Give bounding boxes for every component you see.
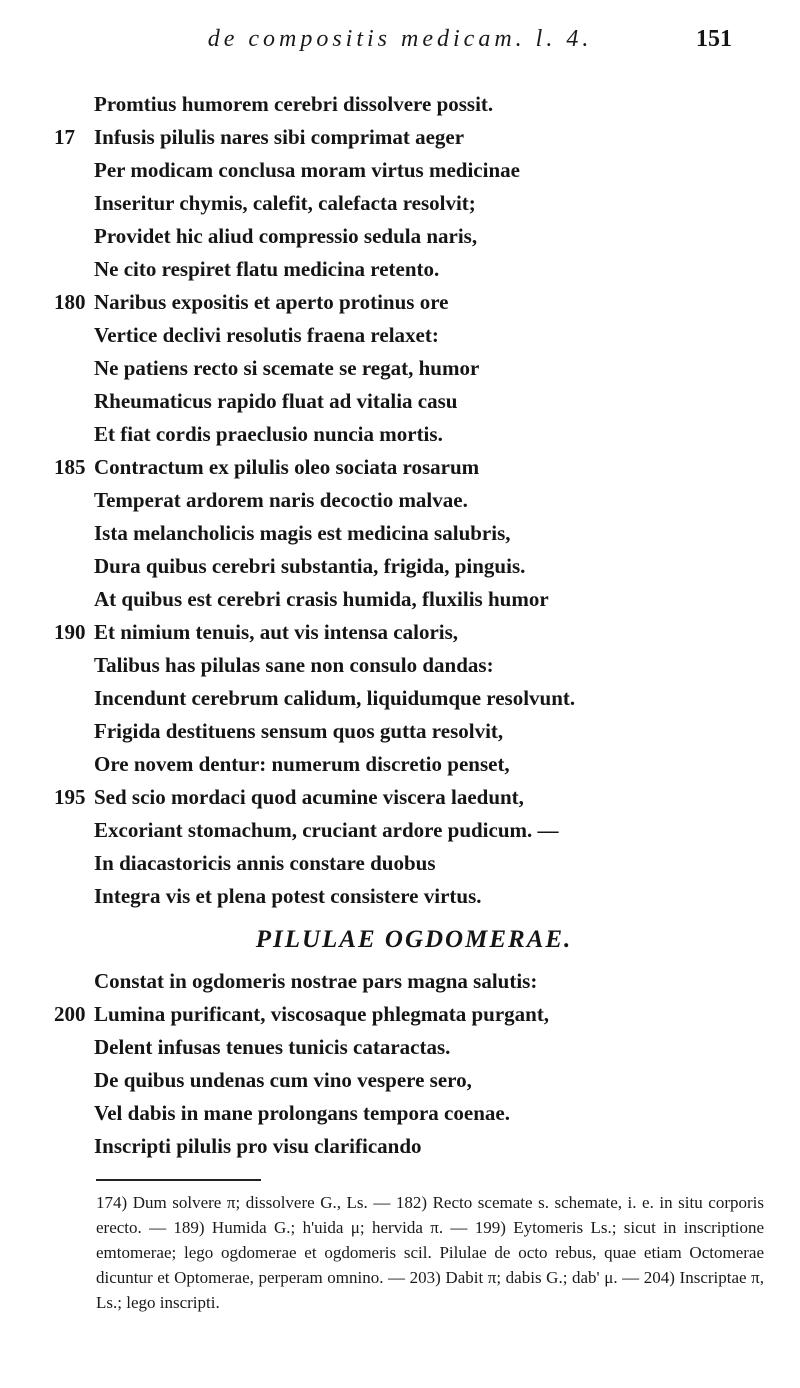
verse-line	[54, 220, 774, 253]
verse-line-text: De quibus undenas cum vino vespere sero,	[94, 1068, 472, 1092]
verse-group-2	[54, 965, 774, 1163]
verse-line	[54, 998, 774, 1031]
verse-line	[54, 187, 774, 220]
verse-line-text: Ne cito respiret flatu medicina retento.	[94, 257, 440, 281]
verse-line-text: Ne patiens recto si scemate se regat, humor	[94, 356, 480, 380]
verse-line-text: Temperat ardorem naris decoctio malvae.	[94, 488, 468, 512]
verse-line	[54, 781, 774, 814]
verse-line	[54, 418, 774, 451]
verse-line	[54, 1130, 774, 1163]
line-number: 185	[54, 455, 86, 479]
verse-line	[54, 1064, 774, 1097]
verse-group-1	[54, 88, 774, 913]
verse-line-text: Providet hic aliud compressio sedula naris,	[94, 224, 478, 248]
verse-line	[54, 253, 774, 286]
verse-line-text: Constat in ogdomeris nostrae pars magna salutis:	[94, 969, 538, 993]
verse-line	[54, 748, 774, 781]
verse-line-text: Promtius humorem cerebri dissolvere possit.	[94, 92, 494, 116]
verse-line-text: Talibus has pilulas sane non consulo dandas:	[94, 653, 494, 677]
verse-line-text: Infusis pilulis nares sibi comprimat aeger	[94, 125, 465, 149]
verse-line	[54, 814, 774, 847]
verse-line-text: Et nimium tenuis, aut vis intensa caloris,	[94, 620, 459, 644]
verse-line-text: Lumina purificant, viscosaque phlegmata purgant,	[94, 1002, 550, 1026]
verse-line	[54, 154, 774, 187]
verse-line-text: Ore novem dentur: numerum discretio penset,	[94, 752, 510, 776]
verse-line	[54, 385, 774, 418]
verse-line	[54, 965, 774, 998]
verse-line	[54, 451, 774, 484]
line-number: 200	[54, 1002, 86, 1026]
verse-line	[54, 1031, 774, 1064]
verse-line-text: Delent infusas tenues tunicis cataractas.	[94, 1035, 451, 1059]
verse-text	[54, 88, 774, 1163]
verse-line	[54, 715, 774, 748]
verse-line-text: Excoriant stomachum, cruciant ardore pudicum. —	[94, 818, 559, 842]
verse-line-text: Naribus expositis et aperto protinus ore	[94, 290, 449, 314]
verse-line-text: Inscripti pilulis pro visu clarificando	[94, 1134, 422, 1158]
section-heading: PILULAE OGDOMERAE.	[255, 926, 573, 953]
footnote-rule	[96, 1179, 261, 1181]
verse-line-text: Integra vis et plena potest consistere virtus.	[94, 884, 482, 908]
verse-line-text: Rheumaticus rapido fluat ad vitalia casu	[94, 389, 458, 413]
verse-line	[54, 319, 774, 352]
verse-line-text: Frigida destituens sensum quos gutta resolvit,	[94, 719, 504, 743]
line-number: 17	[54, 125, 75, 149]
page-number: 151	[696, 26, 732, 52]
verse-line-text: In diacastoricis annis constare duobus	[94, 851, 436, 875]
verse-line-text: Sed scio mordaci quod acumine viscera laedunt,	[94, 785, 524, 809]
verse-line	[54, 352, 774, 385]
verse-line	[54, 550, 774, 583]
verse-line	[54, 616, 774, 649]
verse-line	[54, 286, 774, 319]
verse-line	[54, 484, 774, 517]
line-number: 180	[54, 290, 86, 314]
verse-line-text: Inseritur chymis, calefit, calefacta resolvit;	[94, 191, 476, 215]
verse-line-text: At quibus est cerebri crasis humida, fluxilis humor	[94, 587, 549, 611]
verse-line-text: Dura quibus cerebri substantia, frigida, pinguis.	[94, 554, 526, 578]
verse-line	[54, 88, 774, 121]
verse-line-text: Vel dabis in mane prolongans tempora coenae.	[94, 1101, 510, 1125]
verse-line-text: Per modicam conclusa moram virtus medicinae	[94, 158, 520, 182]
verse-line	[54, 583, 774, 616]
verse-line-text: Incendunt cerebrum calidum, liquidumque resolvunt.	[94, 686, 576, 710]
running-header	[0, 12, 800, 52]
verse-line	[54, 880, 774, 913]
verse-line-text: Vertice declivi resolutis fraena relaxet:	[94, 323, 439, 347]
verse-line	[54, 847, 774, 880]
running-title: de compositis medicam. l. 4.	[207, 26, 593, 52]
line-number: 190	[54, 620, 86, 644]
line-number: 195	[54, 785, 86, 809]
verse-line	[54, 1097, 774, 1130]
footnotes: 174) Dum solvere π; dissolvere G., Ls. — 182) Recto scemate s. schemate, i. e. in situ corporis erecto. — 189) Humida G.; h'uida μ; hervida π. — 199) Eytomeris Ls.; sicut in inscriptione emtomerae; lego ogdomerae et ogdomeris scil. Pilulae de octo rebus, quae etiam Octomerae dicuntur et Optomerae, perperam omnino. — 203) Dabit π; dabis G.; dab' μ. — 204) Inscriptae π, Ls.; lego inscripti.	[96, 1193, 764, 1312]
verse-line-text: Et fiat cordis praeclusio nuncia mortis.	[94, 422, 443, 446]
verse-line-text: Contractum ex pilulis oleo sociata rosarum	[94, 455, 480, 479]
verse-line	[54, 517, 774, 550]
verse-line	[54, 682, 774, 715]
verse-line-text: Ista melancholicis magis est medicina salubris,	[94, 521, 511, 545]
verse-line	[54, 649, 774, 682]
verse-line	[54, 121, 774, 154]
